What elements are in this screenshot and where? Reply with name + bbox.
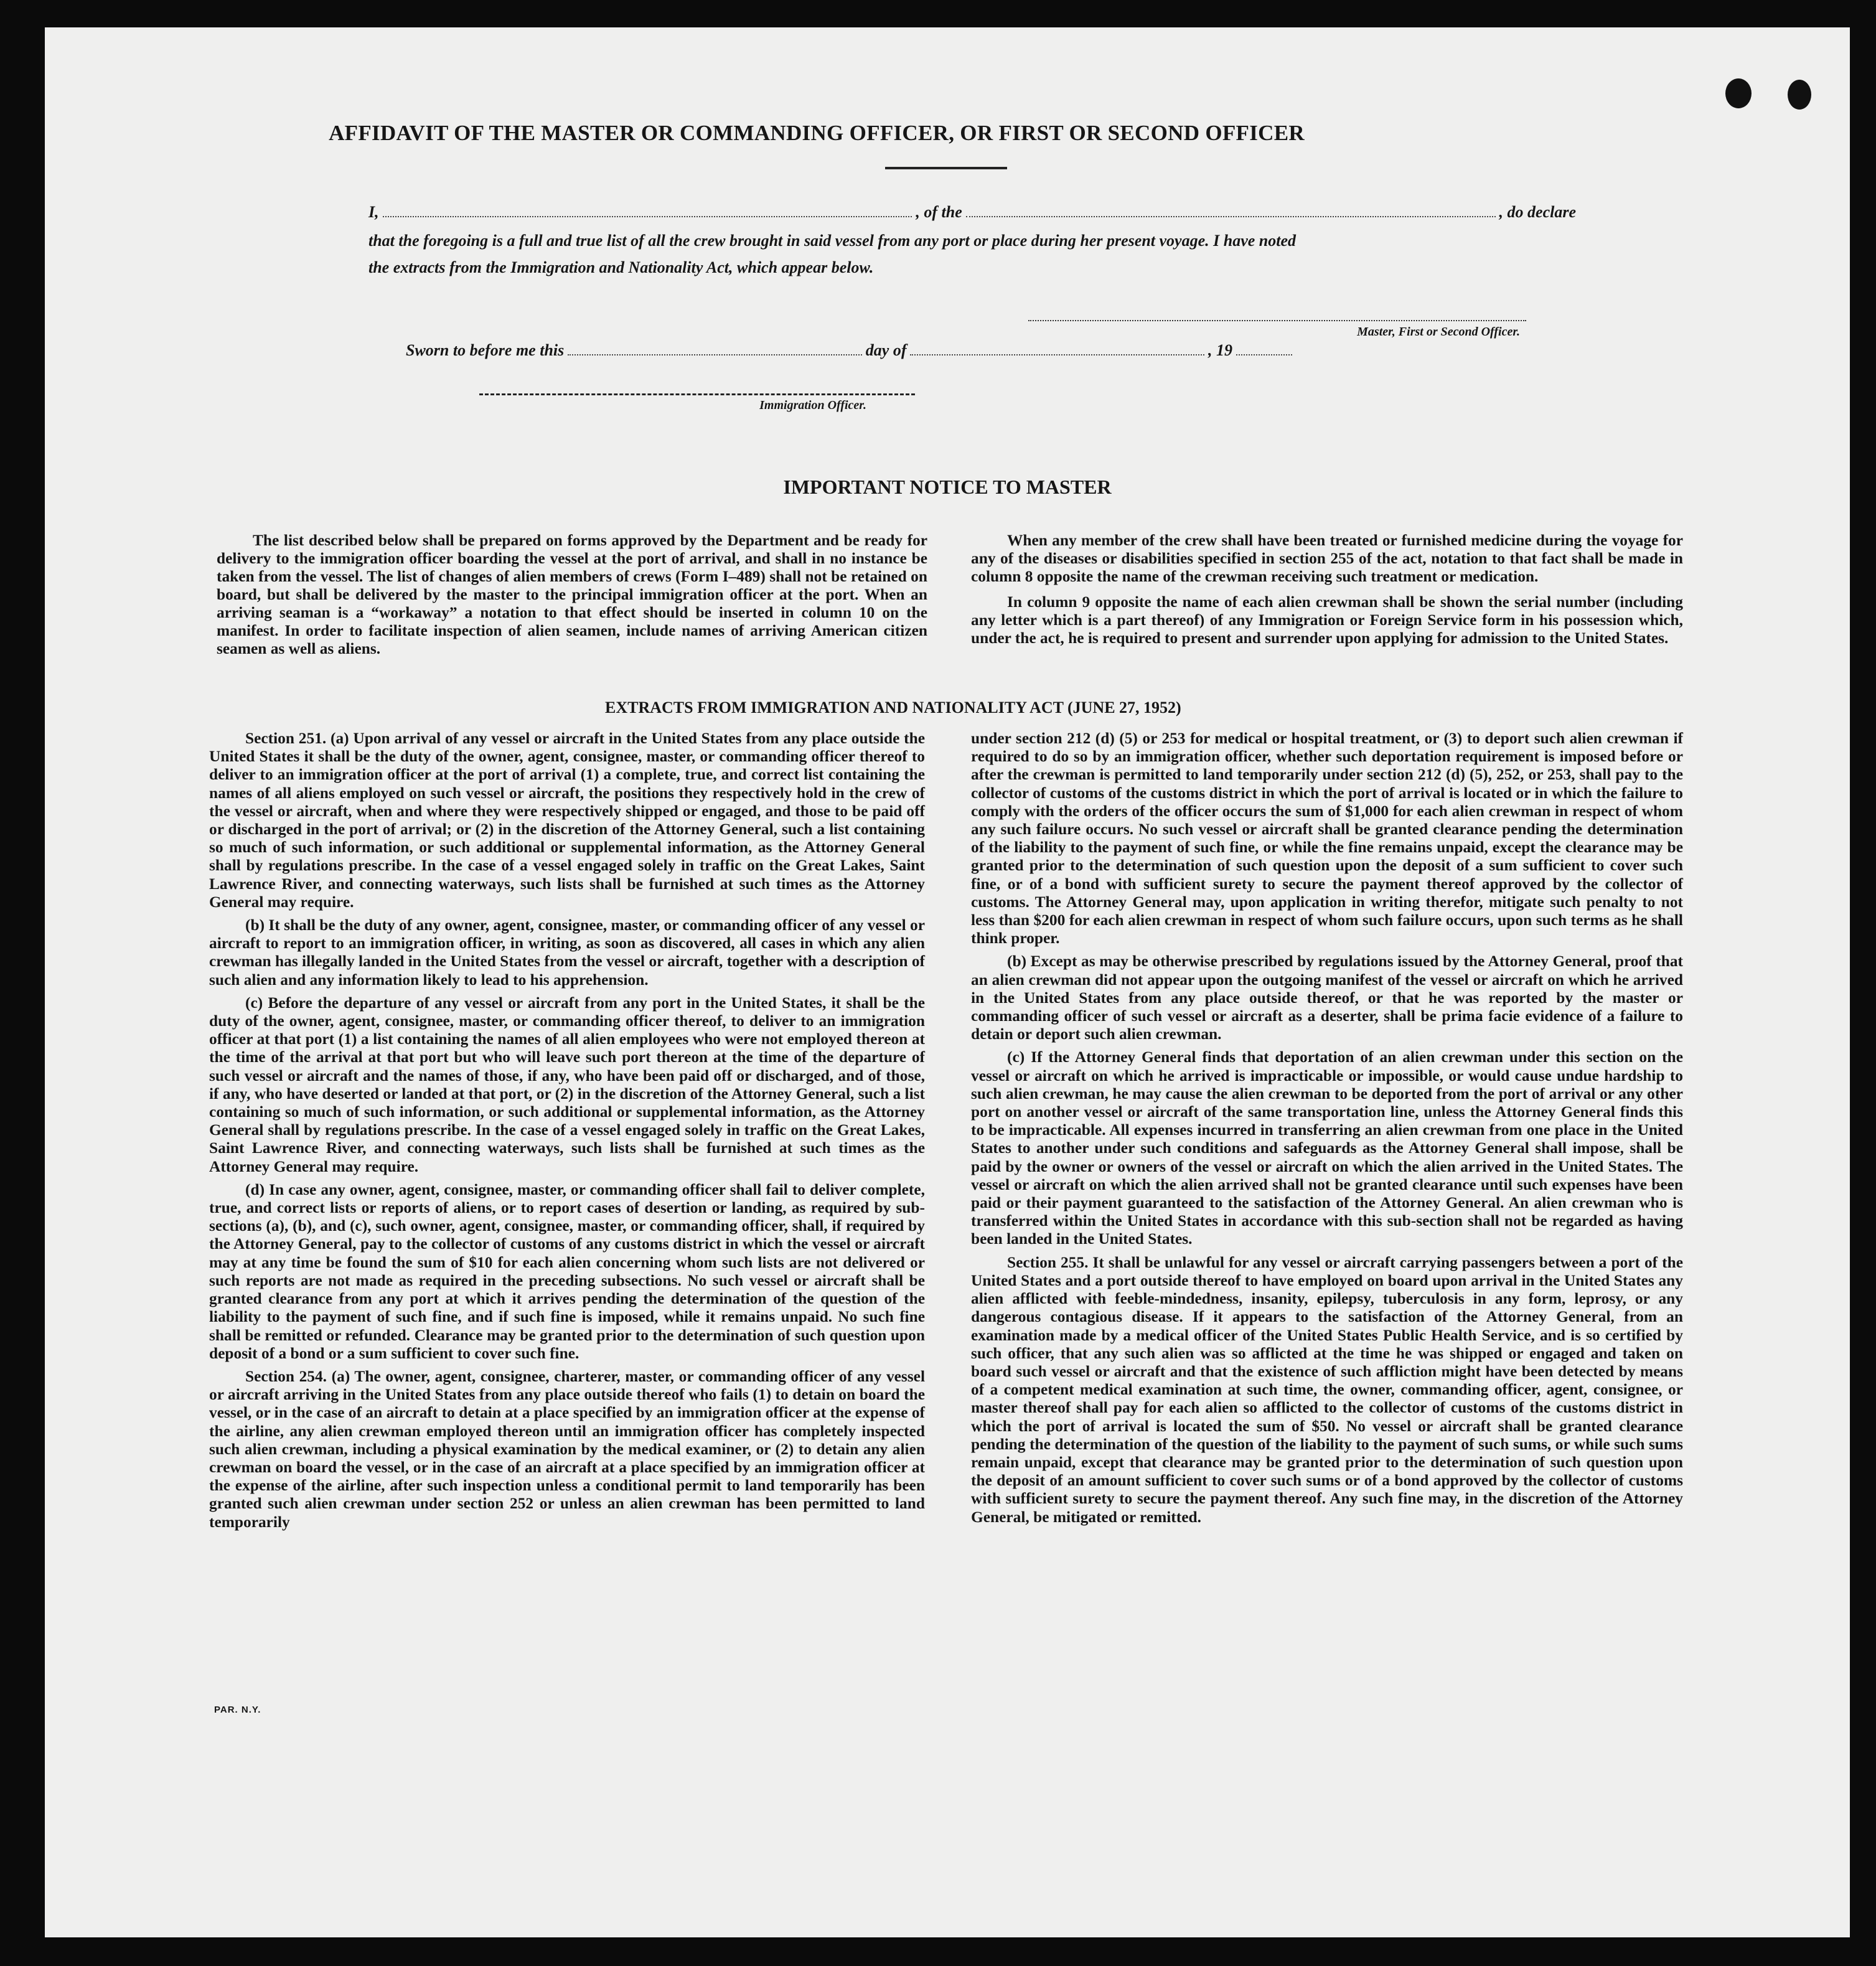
- sworn-text: Sworn to before me this: [406, 341, 565, 359]
- extract-paragraph: (d) In case any owner, agent, consignee, master, or commanding officer shall fail to deliver complete, true, and correct lists or reports of aliens, or to report cases of desertion or landing, as required by sub-sections (a), (b), and (c), such owner, agent, consignee, master, or commanding officer, shall, if required by the Attorney General, pay to the collector of customs of any customs district in which the vessel or aircraft may at any time be found the sum of $10 for each alien concerning whom such lists are not delivered or such reports are not made as required in the preceding subsections. No such vessel or aircraft shall be granted clearance from any port at which it arrives pending the determination of the question of the liability to the payment of such fine, and if such fine is imposed, while it remains unpaid. No such fine shall be remitted or refunded. Clearance may be granted prior to the determination of such question upon deposit of a bond or a sum sufficient to cover such fine.: [209, 1180, 925, 1362]
- extract-paragraph: (b) It shall be the duty of any owner, agent, consignee, master, or commanding officer of any vessel or aircraft to report to an immigration officer, in writing, as soon as discovered, all cases in which any alien crewman has illegally landed in the United States from the vessel or aircraft, together with a description of such alien and any information likely to lead to his apprehension.: [209, 916, 925, 989]
- declaration-of-the: , of the: [916, 203, 962, 221]
- affidavit-title: AFFIDAVIT OF THE MASTER OR COMMANDING OFFICER, OR FIRST OR SECOND OFFICER: [329, 121, 1305, 145]
- sworn-day-fill-line[interactable]: [568, 342, 862, 355]
- notice-paragraph: In column 9 opposite the name of each alien crewman shall be shown the serial number (including any letter which is a part thereof) of any Immigration or Foreign Service form in his possession which, under the act, he is required to present and surrender upon applying for admission to the United States.: [971, 593, 1683, 647]
- title-underline: [885, 167, 1007, 169]
- immigration-officer-label: Immigration Officer.: [759, 398, 866, 412]
- extract-paragraph: Section 254. (a) The owner, agent, consignee, charterer, master, or commanding officer of any vessel or aircraft arriving in the United States from any place outside thereof who fails (1) to detain on board the vessel, or in the case of an aircraft to detain at a place specified by an immigration officer at the expense of the airline, any alien crewman employed thereon until an immigration officer has completely inspected such alien crewman, including a physical examination by the medical examiner, or (2) to detain any alien crewman on board the vessel, or in the case of an aircraft at a place specified by an immigration officer at the expense of the airline, after such inspection unless a conditional permit to land temporarily has been granted such alien crewman under section 252 or unless an alien crewman has been permitted to land temporarily: [209, 1367, 925, 1531]
- extracts-title: EXTRACTS FROM IMMIGRATION AND NATIONALITY ACT (JUNE 27, 1952): [605, 698, 1181, 717]
- extract-paragraph: (c) If the Attorney General finds that deportation of an alien crewman under this section on the vessel or aircraft on which he arrived is impracticable or impossible, or would cause undue hardship to such alien crewman, he may cause the alien crewman to be deported from the port of arrival or any other port on another vessel or aircraft of the same transportation line, unless the Attorney General finds this to be impracticable. All expenses incurred in transferring an alien crewman from one place in the United States to another under such conditions and safeguards as the Attorney General shall impose, shall be paid by the owner or owners of the vessel or aircraft on which the alien arrived in the United States. The vessel or aircraft on which the alien arrived shall not be granted clearance until such expenses have been paid or their payment guaranteed to the satisfaction of the Attorney General. An alien crewman who is transferred within the United States in accordance with this sub-section shall not be regarded as having been landed in the United States.: [971, 1048, 1683, 1248]
- sworn-day-of: day of: [865, 341, 907, 359]
- punch-hole: [1725, 78, 1752, 108]
- extracts-left-column: [209, 730, 925, 1536]
- extract-paragraph: (c) Before the departure of any vessel or aircraft from any port in the United States, it shall be the duty of the owner, agent, consignee, master, or commanding officer thereof, to deliver to an immigration officer at that port (1) a list containing the names of all alien employees who were not employed thereon at the time of the arrival at that port but who will leave such port thereon at the time of the departure of such vessel or aircraft and the names of those, if any, who have been paid off or discharged, and of those, if any, who have deserted or landed at that port, or (2) in the discretion of the Attorney General, such a list containing so much of such information, or such additional or supplemental information, as the Attorney General shall by regulations prescribe. In the case of a vessel engaged solely in traffic on the Great Lakes, Saint Lawrence River, and connecting waterways, such lists shall be furnished at such times as the Attorney General may require.: [209, 994, 925, 1175]
- declaration-line-3: the extracts from the Immigration and Nationality Act, which appear below.: [368, 258, 874, 276]
- name-fill-line[interactable]: [383, 204, 912, 217]
- extracts-right-column: [971, 730, 1683, 1531]
- punch-hole: [1788, 80, 1811, 110]
- sworn-line: [406, 341, 1296, 360]
- sworn-year-fill-line[interactable]: [1236, 342, 1292, 355]
- notice-title: IMPORTANT NOTICE TO MASTER: [783, 476, 1112, 498]
- sworn-year-prefix: , 19: [1208, 341, 1233, 359]
- sworn-month-fill-line[interactable]: [910, 342, 1204, 355]
- printer-mark: PAR. N.Y.: [214, 1705, 261, 1715]
- extract-paragraph: Section 255. It shall be unlawful for any vessel or aircraft carrying passengers between a port of the United States and a port outside thereof to have employed on board upon arrival in the United States any alien afflicted with feeble-mindedness, insanity, epilepsy, tuberculosis in any form, leprosy, or any dangerous contagious disease. If it appears to the satisfaction of the Attorney General, from an examination made by a medical officer of the United States Public Health Service, and is so certified by such officer, that any such alien was so afflicted at the time he was shipped or engaged and taken on board such vessel or aircraft and that the existence of such affliction might have been detected by means of a competent medical examination at such time, the owner, commanding officer, agent, consignee, or master thereof shall pay for each alien so afflicted to the collector of customs of the customs district in which the port of arrival is located the sum of $50. No vessel or aircraft shall be granted clearance pending the determination of the question of the liability to the payment of such sums, or while such sums remain unpaid, except that clearance may be granted prior to the determination of such question upon the deposit of an amount sufficient to cover such sums or of a bond approved by the collector of customs with sufficient surety to secure the payment thereof. Any such fine may, in the discretion of the Attorney General, be mitigated or remitted.: [971, 1253, 1683, 1526]
- notice-right-column: [971, 532, 1683, 655]
- vessel-fill-line[interactable]: [966, 204, 1496, 217]
- document-page: [45, 27, 1850, 1937]
- master-signature-label: Master, First or Second Officer.: [1357, 325, 1520, 339]
- notice-left-column: [217, 532, 927, 666]
- notice-paragraph: When any member of the crew shall have been treated or furnished medicine during the voyage for any of the diseases or disabilities specified in section 255 of the act, notation to that fact shall be made in column 8 opposite the name of the crewman receiving such treatment or medication.: [971, 532, 1683, 585]
- extract-paragraph: under section 212 (d) (5) or 253 for medical or hospital treatment, or (3) to deport such alien crewman if required to do so by an immigration officer, whether such deportation requirement is imposed before or after the crewman is permitted to land temporarily under section 212 (d) (5), 252, or 253, shall pay to the collector of customs of the customs district in which the port of arrival is located or in which the failure to comply with the orders of the officer occurs the sum of $1,000 for each alien crewman in respect of whom any such failure occurs. No such vessel or aircraft shall be granted clearance pending the determination of the liability to the payment of such fine, or while the fine remains unpaid, except the clearance may be granted prior to the determination of such question upon the deposit of a sum sufficient to cover such fine, or of a bond with sufficient surety to secure the payment thereof approved by the collector of customs. The Attorney General may, upon application in writing therefor, mitigate such penalty to not less than $200 for each alien crewman in respect of whom such failure occurs, upon such terms as he shall think proper.: [971, 730, 1683, 948]
- master-signature-line[interactable]: [1028, 320, 1526, 321]
- immigration-officer-signature-line[interactable]: [479, 393, 915, 395]
- extract-paragraph: Section 251. (a) Upon arrival of any vessel or aircraft in the United States from any place outside the United States it shall be the duty of the owner, agent, consignee, master, or commanding officer thereof to deliver to an immigration officer at the port of arrival (1) a complete, true, and correct list containing the names of all aliens employed on such vessel or aircraft, the positions they respectively hold in the crew of the vessel or aircraft, when and where they were respectively shipped or engaged, and those to be paid off or discharged in the port of arrival; or (2) in the discretion of the Attorney General, such a list containing so much of such information, or such additional or supplemental information, as the Attorney General shall by regulations prescribe. In the case of a vessel engaged solely in traffic on the Great Lakes, Saint Lawrence River, and connecting waterways, such lists shall be furnished at such times as the Attorney General may require.: [209, 730, 925, 911]
- notice-paragraph: The list described below shall be prepared on forms approved by the Department and be ready for delivery to the immigration officer boarding the vessel at the port of arrival, and shall in no instance be taken from the vessel. The list of changes of alien members of crews (Form I–489) shall not be retained on board, but shall be delivered by the master to the principal immigration officer at the port. When an arriving seaman is a “workaway” a notation to that effect should be inserted in column 10 on the manifest. In order to facilitate inspection of alien seamen, include names of arriving American citizen seamen as well as aliens.: [217, 532, 927, 657]
- declaration-i: I,: [368, 203, 379, 221]
- declaration-do-declare: , do declare: [1499, 203, 1577, 221]
- declaration-line-1: [368, 203, 1576, 222]
- declaration-line-2: that the foregoing is a full and true list of all the crew brought in said vessel from any port or place during her present voyage. I have noted: [368, 232, 1297, 250]
- extract-paragraph: (b) Except as may be otherwise prescribed by regulations issued by the Attorney General, proof that an alien crewman did not appear upon the outgoing manifest of the vessel or aircraft on which he arrived in the United States from any place outside thereof, or that he was reported by the master or commanding officer of such vessel or aircraft as a deserter, shall be prima facie evidence of a failure to detain or deport such alien crewman.: [971, 952, 1683, 1043]
